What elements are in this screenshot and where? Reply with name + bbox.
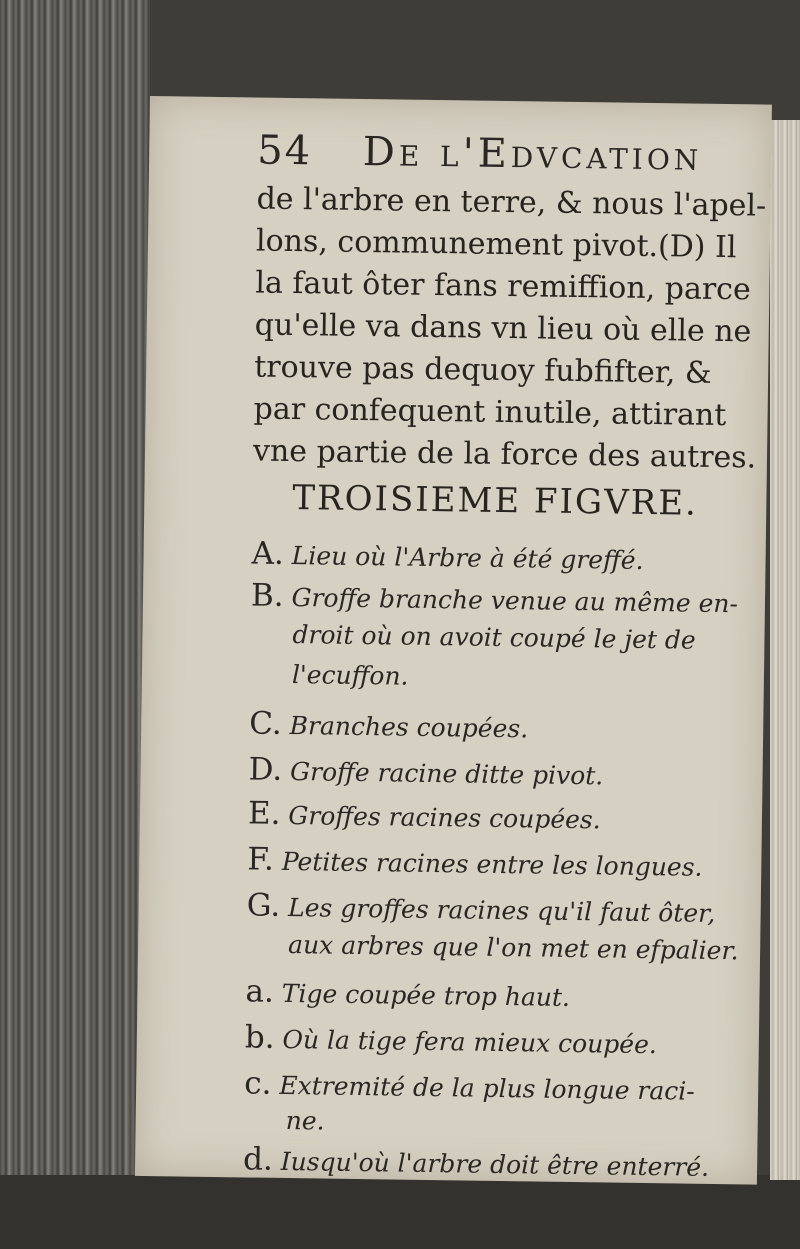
legend-letter: d.: [242, 1141, 274, 1178]
legend-text: Petites racines entre les longues.: [281, 846, 703, 882]
body-text-line: lons, communement pivot.(D) Il: [255, 223, 737, 266]
legend-item: [245, 973, 765, 1016]
legend-item: [245, 1019, 765, 1062]
legend-text: Groffes racines coupées.: [288, 801, 601, 835]
legend-text: Branches coupées.: [289, 711, 529, 744]
legend-item: [251, 577, 771, 620]
legend-letter: c.: [243, 1065, 272, 1102]
legend-item: [288, 930, 800, 966]
legend-item: [249, 705, 769, 748]
page-number: 54: [256, 127, 313, 175]
legend-item: [251, 535, 771, 578]
legend-item: [246, 887, 766, 930]
legend-item: [292, 620, 800, 656]
legend-letter: a.: [245, 973, 275, 1010]
legend-letter: C.: [248, 705, 282, 742]
body-text-line: par confequent inutile, attirant: [253, 391, 727, 434]
legend-text: Groffe branche venue au même en-: [291, 583, 739, 619]
body-text-line: vne partie de la force des autres.: [252, 433, 757, 476]
legend-text: aux arbres que l'on met en efpalier.: [287, 930, 739, 966]
legend-text: Les groffes racines qu'il faut ôter,: [287, 893, 716, 928]
legend-letter: A.: [251, 535, 285, 572]
body-text-line: trouve pas dequoy fubfifter, &: [253, 349, 712, 391]
legend-letter: b.: [244, 1019, 275, 1056]
legend-text: Tige coupée trop haut.: [281, 978, 571, 1012]
legend-text: Où la tige fera mieux coupée.: [282, 1024, 658, 1060]
legend-text: Iusqu'où l'arbre doit être enterré.: [280, 1146, 710, 1182]
legend-item: [248, 795, 768, 838]
legend-letter: G.: [246, 887, 281, 924]
legend-letter: D.: [248, 751, 283, 788]
legend-letter: E.: [247, 795, 281, 832]
adjacent-page-edge: [0, 0, 150, 1249]
legend-item: [248, 751, 768, 794]
legend-item: [286, 1106, 800, 1142]
book-page: [135, 96, 772, 1185]
legend-text: Extremité de la plus longue raci-: [279, 1070, 695, 1106]
legend-text: l'ecuffon.: [291, 660, 409, 691]
legend-item: [244, 1065, 764, 1108]
legend-text: ne.: [285, 1105, 325, 1136]
section-title: TROISIEME FIGVRE.: [292, 478, 699, 524]
running-title: De l'Edvcation: [362, 128, 703, 180]
body-text-line: la faut ôter fans remiffion, parce: [255, 265, 752, 308]
body-text-line: qu'elle va dans vn lieu où elle ne: [254, 307, 752, 350]
legend-item: [292, 660, 800, 696]
legend-text: Groffe racine ditte pivot.: [289, 757, 604, 791]
legend-item: [243, 1141, 763, 1184]
legend-letter: B.: [250, 577, 284, 614]
legend-letter: F.: [247, 841, 275, 878]
running-header: [257, 128, 778, 181]
legend-text: droit où on avoit coupé le jet de: [292, 620, 696, 655]
legend-text: Lieu où l'Arbre à été greffé.: [291, 541, 644, 575]
background-surface: [0, 1175, 800, 1249]
body-text-line: de l'arbre en terre, & nous l'apel-: [256, 181, 767, 224]
legend-item: [247, 841, 767, 884]
